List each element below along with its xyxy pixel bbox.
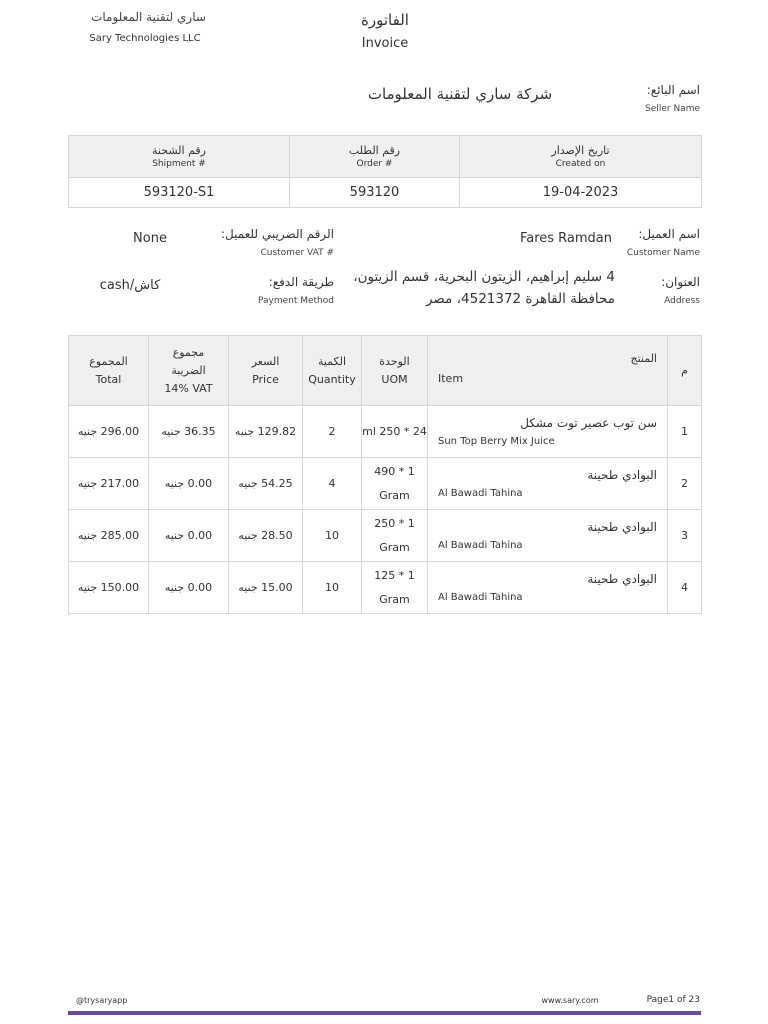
seller-label-en: Seller Name — [645, 104, 700, 114]
shipment-number: 593120-S1 — [69, 178, 290, 208]
row-number: 2 — [668, 458, 702, 510]
col-price-en: Price — [252, 372, 279, 386]
company-name-ar: ساري لتقنية المعلومات — [91, 10, 206, 24]
row-item-name-en: Al Bawadi Tahina — [438, 591, 523, 603]
col-uom-en: UOM — [381, 372, 408, 386]
col-qty-ar: الكمية — [317, 354, 347, 368]
col-item-ar: المنتج — [630, 352, 657, 365]
row-item-name-ar: البوادي طحينة — [587, 467, 657, 482]
meta-header-row — [69, 136, 702, 178]
row-uom — [362, 510, 428, 562]
col-total-en: Total — [95, 372, 122, 386]
payment-method-label-en: Payment Method — [257, 296, 334, 306]
table-row — [69, 458, 702, 510]
col-total-header — [69, 336, 149, 406]
customer-vat-value: None — [133, 231, 167, 246]
row-total: 217.00 جنيه — [69, 458, 149, 510]
footer-website: www.sary.com — [541, 996, 599, 1005]
col-item-header — [428, 336, 668, 406]
col-qty-en: Quantity — [308, 372, 356, 386]
order-number: 593120 — [290, 178, 460, 208]
shipment-label-en: Shipment # — [152, 158, 206, 169]
table-row — [69, 510, 702, 562]
row-item — [428, 510, 668, 562]
footer-handle: @trysaryapp — [76, 996, 128, 1005]
row-total: 150.00 جنيه — [69, 562, 149, 614]
col-price-ar: السعر — [251, 354, 280, 368]
items-header-row — [69, 336, 702, 406]
order-header — [290, 136, 460, 178]
row-total: 285.00 جنيه — [69, 510, 149, 562]
row-price: 129.82 جنيه — [229, 406, 303, 458]
row-vat: 0.00 جنيه — [149, 562, 229, 614]
created-label-en: Created on — [555, 158, 606, 169]
row-price: 28.50 جنيه — [229, 510, 303, 562]
row-uom-line1: 250 * 1 — [374, 516, 415, 530]
items-table — [68, 335, 702, 614]
col-vat-ar2: الضريبة — [171, 363, 206, 377]
col-vat-ar1: مجموع — [172, 345, 205, 359]
created-date: 19-04-2023 — [460, 178, 702, 208]
row-uom — [362, 406, 428, 458]
row-price: 15.00 جنيه — [229, 562, 303, 614]
payment-method-label-ar: طريقة الدفع: — [268, 275, 334, 289]
row-uom — [362, 562, 428, 614]
col-vat-en: 14% VAT — [164, 381, 213, 395]
row-number: 1 — [668, 406, 702, 458]
row-vat: 0.00 جنيه — [149, 458, 229, 510]
row-item — [428, 406, 668, 458]
col-uom-ar: الوحدة — [379, 354, 410, 368]
row-vat: 36.35 جنيه — [149, 406, 229, 458]
row-item-name-en: Sun Top Berry Mix Juice — [438, 435, 555, 447]
col-item-en: Item — [438, 372, 464, 385]
row-uom-line1: 125 * 1 — [374, 568, 415, 582]
meta-value-row — [69, 178, 702, 208]
order-label-en: Order # — [356, 158, 393, 169]
col-uom-header — [362, 336, 428, 406]
customer-name-label-en: Customer Name — [626, 248, 700, 258]
seller-label-ar: اسم البائع: — [646, 83, 700, 97]
payment-method-value: كاش/cash — [99, 278, 161, 293]
row-uom-line2: Gram — [379, 540, 410, 554]
row-item-name-en: Al Bawadi Tahina — [438, 487, 523, 499]
table-row — [69, 562, 702, 614]
row-number: 4 — [668, 562, 702, 614]
row-item-name-ar: البوادي طحينة — [587, 519, 657, 534]
address-label-ar: العنوان: — [661, 275, 700, 289]
customer-vat-label-ar: الرقم الضريبي للعميل: — [220, 227, 334, 241]
shipment-header — [69, 136, 290, 178]
customer-name-label-ar: اسم العميل: — [638, 227, 700, 241]
company-name-en: Sary Technologies LLC — [89, 33, 201, 44]
row-vat: 0.00 جنيه — [149, 510, 229, 562]
row-uom-line2: Gram — [379, 488, 410, 502]
col-qty-header — [303, 336, 362, 406]
invoice-title-ar: الفاتورة — [361, 11, 409, 29]
row-uom-line1: ml 250 * 24 — [362, 424, 427, 438]
created-header — [460, 136, 702, 178]
row-price: 54.25 جنيه — [229, 458, 303, 510]
invoice-title-en: Invoice — [361, 36, 409, 51]
col-price-header — [229, 336, 303, 406]
created-label-ar: تاريخ الإصدار — [551, 143, 610, 157]
row-uom — [362, 458, 428, 510]
col-vat-header — [149, 336, 229, 406]
address-value: 4 سليم إبراهيم، الزيتون البحرية، قسم الزيتون، محافظة القاهرة 4521372، مصر — [353, 269, 615, 307]
shipment-label-ar: رقم الشحنة — [152, 143, 206, 157]
row-item-name-en: Al Bawadi Tahina — [438, 539, 523, 551]
customer-vat-label-en: Customer VAT # — [260, 248, 334, 258]
row-item — [428, 458, 668, 510]
order-label-ar: رقم الطلب — [348, 143, 401, 157]
col-no-header: م — [668, 336, 702, 406]
footer-page-number: Page1 of 23 — [646, 995, 700, 1005]
col-total-ar: المجموع — [89, 354, 128, 368]
row-number: 3 — [668, 510, 702, 562]
seller-name-value: شركة ساري لتقنية المعلومات — [367, 85, 553, 103]
row-item-name-ar: البوادي طحينة — [587, 571, 657, 586]
footer-divider-bar — [68, 1011, 701, 1015]
address-label-en: Address — [664, 296, 700, 306]
row-uom-line1: 490 * 1 — [374, 464, 415, 478]
table-row — [69, 406, 702, 458]
row-item-name-ar: سن توب عصير توت مشكل — [520, 415, 657, 430]
row-qty: 4 — [303, 458, 362, 510]
customer-name-value: Fares Ramdan — [519, 231, 612, 246]
items-body — [69, 406, 702, 614]
row-qty: 2 — [303, 406, 362, 458]
row-uom-line2: Gram — [379, 592, 410, 606]
row-total: 296.00 جنيه — [69, 406, 149, 458]
row-item — [428, 562, 668, 614]
invoice-meta-table — [68, 135, 702, 208]
row-qty: 10 — [303, 510, 362, 562]
row-qty: 10 — [303, 562, 362, 614]
